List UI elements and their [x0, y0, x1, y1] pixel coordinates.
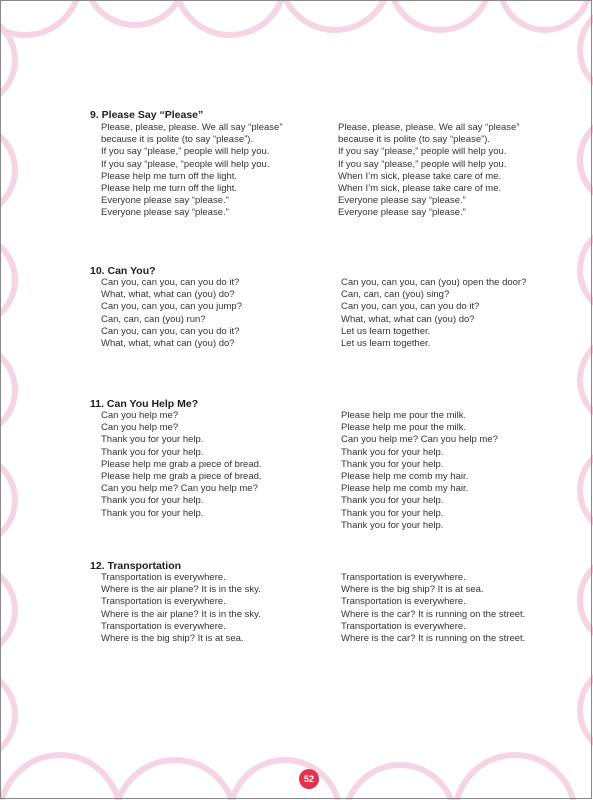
song-title: 10. Can You?	[90, 265, 156, 277]
lyric-line: because it is polite (to say “please”).	[101, 134, 254, 146]
lyric-line: Please, please, please. We all say “please”	[338, 122, 520, 133]
lyric-line: Transportation is everywhere.	[101, 596, 226, 608]
lyric-line: If you say “please, “people will help you.	[101, 158, 270, 170]
lyric-line: Thank you for your help.	[101, 446, 204, 458]
lyric-line: Can you, can you, can you jump?	[101, 301, 243, 313]
lyric-line: Can you, can you, can you do it?	[101, 325, 240, 337]
lyric-line: Can, can, can (you) run?	[101, 313, 206, 325]
lyric-line: Where is the car? It is running on the street.	[341, 608, 526, 620]
page-number-badge: 52	[299, 769, 319, 789]
lyric-line: Thank you for your help.	[101, 495, 204, 507]
lyric-line: Thank you for your help.	[341, 446, 444, 458]
lyric-line: Where is the air plane? It is in the sky.	[101, 584, 261, 596]
lyric-line: Transportation is everywhere.	[341, 572, 466, 583]
lyric-line: Thank you for your help.	[341, 507, 444, 519]
lyric-line: Can, can, can (you) sing?	[341, 289, 450, 301]
lyric-line: Please help me turn off the light.	[101, 182, 238, 194]
lyric-line: Can you help me?	[101, 422, 179, 434]
song-section	[90, 397, 550, 531]
verse-right-column	[338, 122, 519, 220]
lyric-line: Can you help me? Can you help me?	[101, 483, 258, 495]
verse-right-column	[341, 277, 526, 350]
verse-left-column	[101, 572, 261, 645]
lyric-line: Can you help me? Can you help me?	[341, 434, 498, 446]
lyric-line: Please, please, please. We all say “please”	[101, 122, 283, 133]
lyric-line: Thank you for your help.	[101, 507, 204, 519]
lyric-line: Everyone please say “please.”	[338, 195, 466, 207]
lyric-line: Transportation is everywhere.	[341, 596, 466, 608]
lyric-line: Can you, can you, can you do it?	[101, 277, 240, 288]
lyric-line: When I’m sick, please take care of me.	[338, 170, 502, 182]
lyric-line: Transportation is everywhere.	[101, 572, 226, 583]
lyric-line: What, what, what can (you) do?	[341, 313, 475, 325]
lyric-line: Thank you for your help.	[341, 458, 444, 470]
lyric-line: What, what, what can (you) do?	[101, 289, 235, 301]
lyric-line: Can you help me?	[101, 410, 179, 421]
verse-left-column	[101, 277, 242, 350]
verse-left-column	[101, 410, 262, 520]
lyric-line: Thank you for your help.	[341, 495, 444, 507]
lyric-line: Everyone please say “please.”	[101, 207, 229, 219]
lyric-line: If you say “please,” people will help you.	[101, 146, 270, 158]
verse-right-column	[341, 410, 498, 532]
lyric-line: Where is the big ship? It is at sea.	[101, 632, 244, 644]
lyric-line: Thank you for your help.	[101, 434, 204, 446]
lyric-line: Everyone please say “please.”	[101, 195, 229, 207]
lyric-line: What, what, what can (you) do?	[101, 337, 235, 349]
lyric-line: Please help me pour the milk.	[341, 422, 467, 434]
lyric-line: When I’m sick, please take care of me.	[338, 182, 502, 194]
lyric-line: Where is the big ship? It is at sea.	[341, 584, 484, 596]
lyric-line: Please help me turn off the light.	[101, 170, 238, 182]
song-section	[90, 108, 550, 219]
lyric-line: If you say “please,” people will help you.	[338, 158, 507, 170]
lyric-line: Let us learn together.	[341, 337, 431, 349]
lyric-line: Where is the car? It is running on the street.	[341, 632, 526, 644]
lyric-line: Can you, can you, can you do it?	[341, 301, 480, 313]
song-title: 11. Can You Help Me?	[90, 398, 199, 410]
lyric-line: Please help me grab a piece of bread.	[101, 470, 262, 482]
lyric-line: Let us learn together.	[341, 325, 431, 337]
verse-right-column	[341, 572, 525, 645]
lyric-line: Transportation is everywhere.	[101, 620, 226, 632]
lyric-line: Thank you for your help.	[341, 519, 444, 531]
song-title: 9. Please Say “Please”	[90, 109, 204, 121]
lyric-line: Please help me comb my hair.	[341, 483, 469, 495]
song-title: 12. Transportation	[90, 560, 182, 572]
song-section	[90, 264, 550, 349]
lyric-line: Please help me grab a piece of bread.	[101, 458, 262, 470]
verse-left-column	[101, 122, 282, 220]
lyric-line: because it is polite (to say “please”).	[338, 134, 491, 146]
lyric-line: Can you, can you, can (you) open the door?	[341, 277, 527, 288]
lyric-line: Please help me comb my hair.	[341, 470, 469, 482]
lyric-line: Everyone please say “please.”	[338, 207, 466, 219]
lyric-line: Please help me pour the milk.	[341, 410, 467, 421]
lyric-line: If you say “please,” people will help you.	[338, 146, 507, 158]
lyric-line: Where is the air plane? It is in the sky.	[101, 608, 261, 620]
lyric-line: Transportation is everywhere.	[341, 620, 466, 632]
song-section	[90, 559, 550, 644]
